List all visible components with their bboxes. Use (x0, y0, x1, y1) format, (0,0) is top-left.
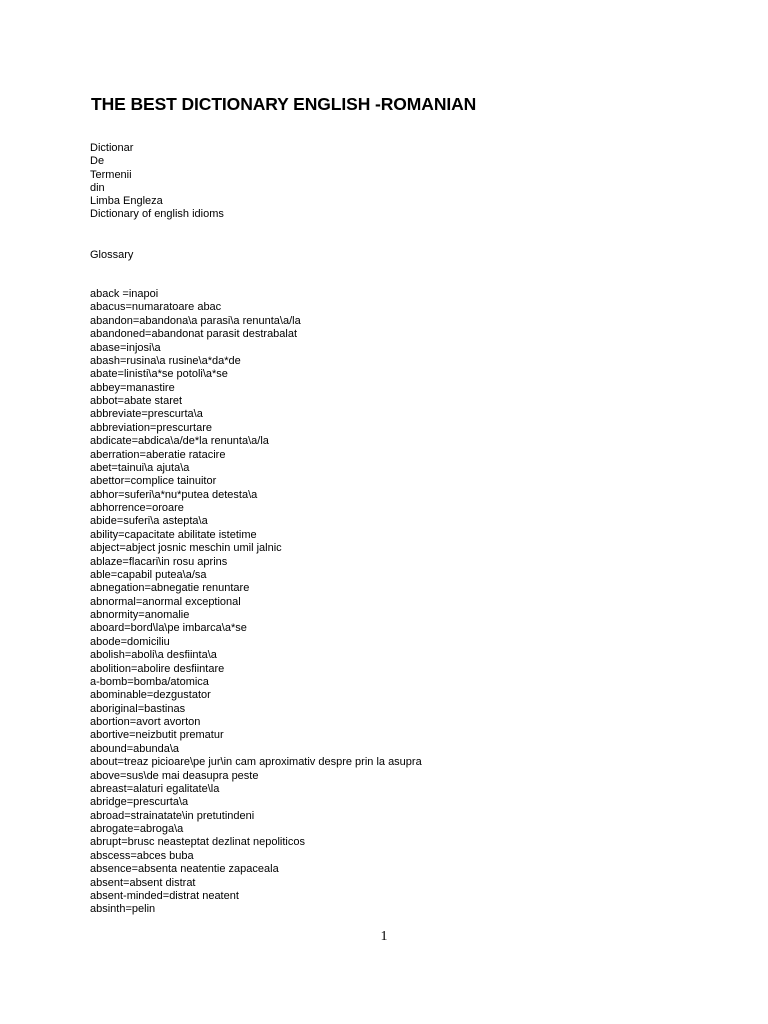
glossary-entry: abolish=aboli\a desfiinta\a (90, 649, 217, 662)
glossary-entry: abettor=complice tainuitor (90, 475, 217, 488)
glossary-entry: abominable=dezgustator (90, 689, 211, 702)
glossary-entry: abode=domiciliu (90, 635, 170, 648)
glossary-entry: abacus=numaratoare abac (90, 301, 222, 314)
intro-line: Dictionary of english idioms (90, 208, 224, 221)
glossary-entry: abject=abject josnic meschin umil jalnic (90, 542, 282, 555)
glossary-entry: abrogate=abroga\a (90, 823, 184, 835)
glossary-entry: aboriginal=bastinas (90, 702, 186, 715)
glossary-entry: abroad=strainatate\in pretutindeni (90, 809, 255, 822)
document-title: THE BEST DICTIONARY ENGLISH -ROMANIAN (91, 94, 477, 114)
glossary-entry: abnormal=anormal exceptional (90, 595, 241, 608)
glossary-entry: abortive=neizbutit prematur (90, 729, 224, 742)
intro-line: Dictionar (90, 142, 134, 154)
glossary-entry: abbey=manastire (90, 381, 175, 394)
glossary-entry: abortion=avort avorton (90, 716, 201, 728)
glossary-entry: abbreviation=prescurtare (90, 421, 212, 434)
page-number: 1 (380, 929, 388, 944)
glossary-entry: able=capabil putea\a/sa (90, 568, 207, 581)
glossary-entry: a-bomb=bomba/atomica (90, 675, 209, 688)
glossary-entry: abandoned=abandonat parasit destrabalat (90, 328, 298, 341)
glossary-entry: aback =inapoi (90, 288, 159, 300)
glossary-entry: abnormity=anomalie (90, 609, 190, 621)
glossary-entry: above=sus\de mai deasupra peste (90, 769, 259, 782)
intro-line: Limba Engleza (90, 195, 163, 208)
glossary-entry: abate=linisti\a*se potoli\a*se (90, 368, 228, 381)
glossary-entry: abnegation=abnegatie renuntare (90, 582, 250, 595)
glossary-entry: abound=abunda\a (90, 742, 180, 755)
glossary-entry: abash=rusina\a rusine\a*da*de (90, 354, 241, 367)
glossary-entry: abandon=abandona\a parasi\a renunta\a/la (90, 314, 301, 327)
glossary-entry: about=treaz picioare\pe jur\in cam aproximativ despre prin la asupra (90, 756, 422, 769)
glossary-entry: abridge=prescurta\a (90, 796, 189, 809)
glossary-entry: absent=absent distrat (90, 876, 196, 889)
glossary-entry: abase=injosi\a (90, 341, 161, 354)
glossary-entry: ability=capacitate abilitate istetime (90, 528, 257, 541)
glossary-entry: absent-minded=distrat neatent (90, 889, 239, 902)
glossary-entry: abreast=alaturi egalitate\la (90, 782, 220, 795)
intro-line: Termenii (90, 168, 132, 181)
intro-line: din (90, 181, 105, 194)
intro-block (90, 142, 224, 222)
glossary-entry: abscess=abces buba (90, 849, 194, 862)
glossary-entry: ablaze=flacari\in rosu aprins (90, 555, 228, 568)
glossary-entry: abide=suferi\a astepta\a (90, 515, 208, 528)
glossary-entry: aboard=bord\la\pe imbarca\a*se (90, 622, 247, 635)
glossary-heading: Glossary (90, 249, 134, 261)
glossary-entry: abbot=abate staret (90, 395, 183, 407)
glossary-entry: abrupt=brusc neasteptat dezlinat nepoliticos (90, 836, 305, 849)
glossary-entry: aberration=aberatie ratacire (90, 448, 226, 461)
glossary-entry: abet=tainui\a ajuta\a (90, 461, 190, 474)
intro-line: De (90, 155, 105, 168)
glossary-entry: abdicate=abdica\a/de*la renunta\a/la (90, 435, 269, 448)
glossary-entry: abolition=abolire desfiintare (90, 662, 225, 675)
glossary-entry: abbreviate=prescurta\a (90, 408, 203, 421)
glossary-entry: abhorrence=oroare (90, 502, 184, 514)
glossary-entry: absinth=pelin (90, 903, 156, 916)
glossary-entry: absence=absenta neatentie zapaceala (90, 863, 279, 876)
glossary-entry: abhor=suferi\a*nu*putea detesta\a (90, 488, 258, 501)
glossary-list (90, 288, 422, 917)
